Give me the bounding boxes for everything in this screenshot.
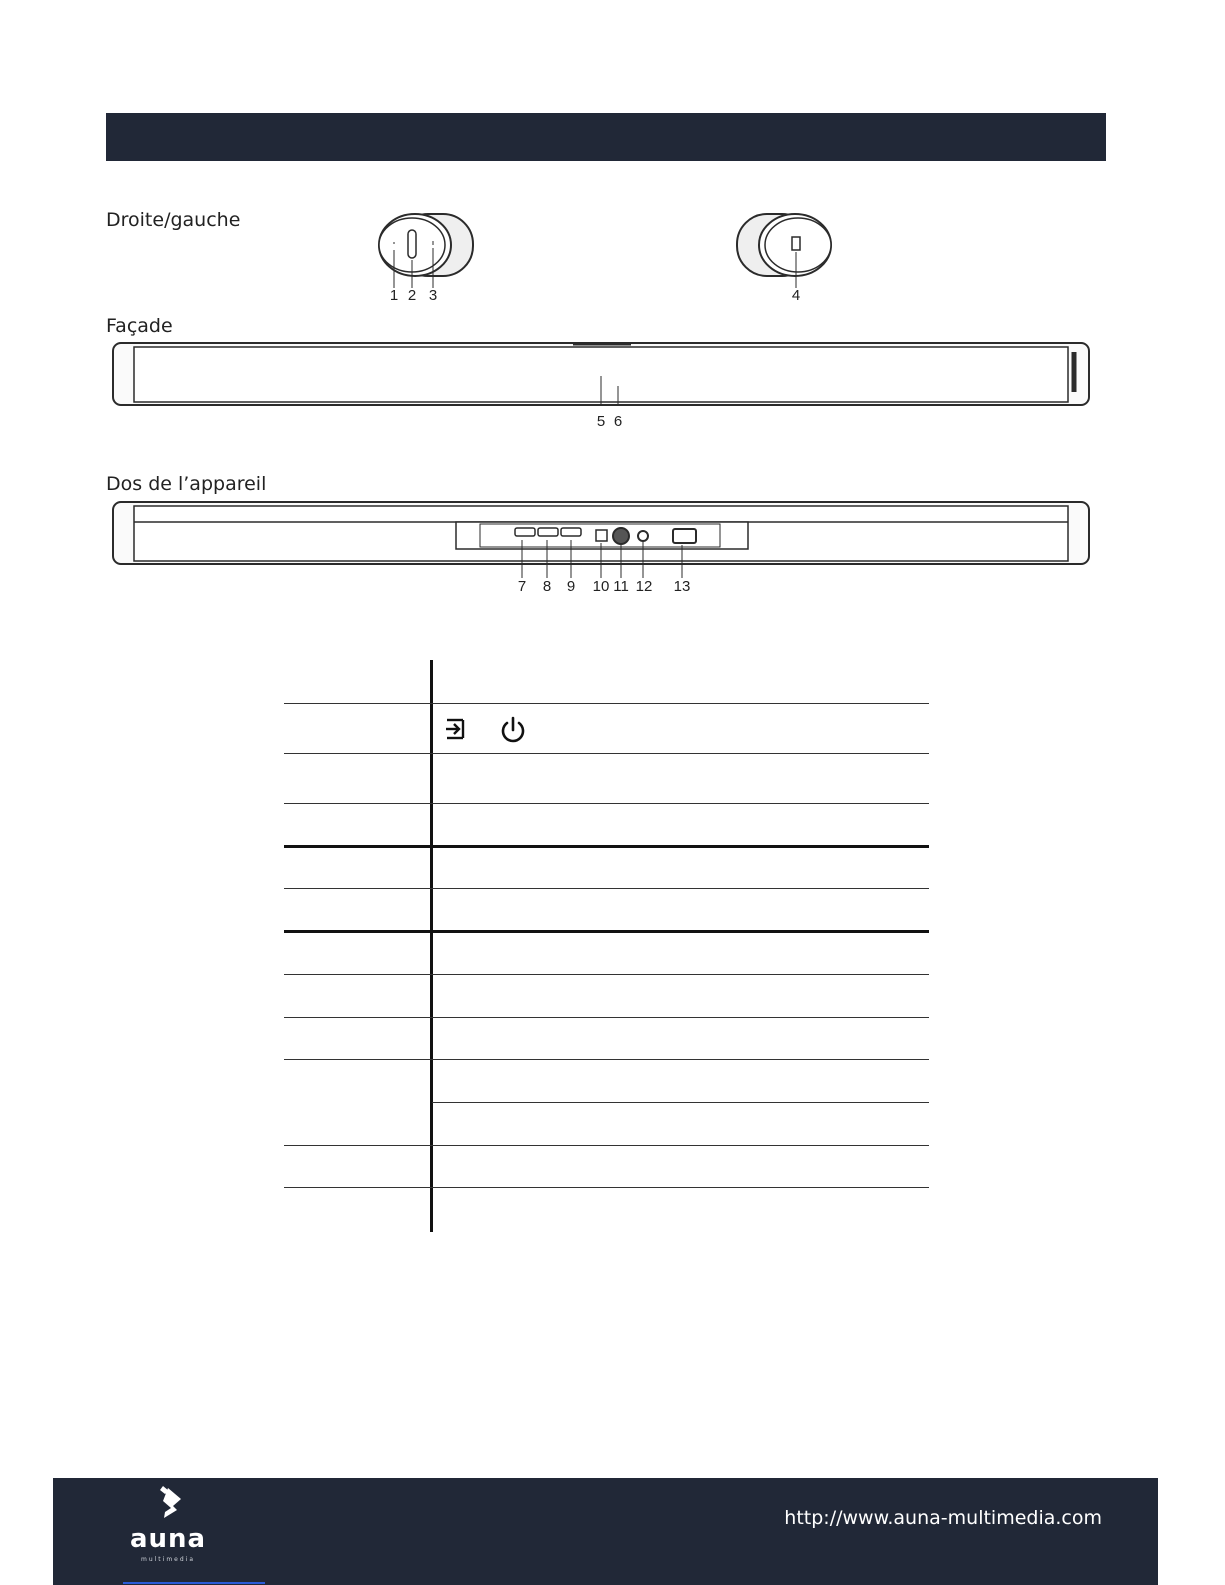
logo-mark-icon bbox=[113, 1482, 223, 1526]
callout-8: 8 bbox=[542, 578, 552, 595]
table-row bbox=[284, 753, 929, 754]
logo-tagline: multimedia bbox=[140, 1556, 196, 1563]
callout-4: 4 bbox=[791, 287, 801, 304]
side-view-right bbox=[737, 214, 831, 288]
device-diagram bbox=[0, 0, 1225, 640]
callout-12: 12 bbox=[635, 578, 653, 595]
input-icon bbox=[444, 717, 468, 741]
callout-2: 2 bbox=[407, 287, 417, 304]
table-row bbox=[284, 845, 929, 848]
table-row bbox=[284, 1017, 929, 1018]
table-row bbox=[284, 1187, 929, 1188]
logo-underline bbox=[123, 1582, 265, 1584]
table-row bbox=[284, 930, 929, 933]
callout-11: 11 bbox=[613, 578, 629, 595]
callout-9: 9 bbox=[566, 578, 576, 595]
table-row bbox=[284, 888, 929, 889]
callout-3: 3 bbox=[428, 287, 438, 304]
table-row bbox=[284, 803, 929, 804]
page-footer bbox=[53, 1478, 1158, 1585]
table-row bbox=[284, 1145, 929, 1146]
controls-table bbox=[284, 660, 929, 1232]
callout-6: 6 bbox=[613, 413, 623, 430]
power-icon bbox=[499, 715, 527, 745]
logo-wordmark: auna bbox=[129, 1524, 207, 1554]
callout-7: 7 bbox=[517, 578, 527, 595]
table-row bbox=[284, 974, 929, 975]
label-front-view: Façade bbox=[106, 315, 173, 337]
callout-13: 13 bbox=[673, 578, 691, 595]
table-row bbox=[432, 1102, 929, 1103]
callout-5: 5 bbox=[596, 413, 606, 430]
table-row bbox=[284, 1059, 929, 1060]
table-divider bbox=[430, 660, 433, 1232]
front-view-bar bbox=[113, 343, 1089, 406]
callout-1: 1 bbox=[389, 287, 399, 304]
auna-logo bbox=[113, 1482, 223, 1563]
label-back-view: Dos de l’appareil bbox=[106, 473, 267, 495]
label-side-view: Droite/gauche bbox=[106, 209, 241, 231]
back-view-bar bbox=[113, 502, 1089, 578]
footer-url-link[interactable]: http://www.auna-multimedia.com bbox=[784, 1507, 1102, 1529]
table-row bbox=[284, 703, 929, 704]
side-view-left bbox=[379, 214, 473, 288]
callout-10: 10 bbox=[592, 578, 610, 595]
